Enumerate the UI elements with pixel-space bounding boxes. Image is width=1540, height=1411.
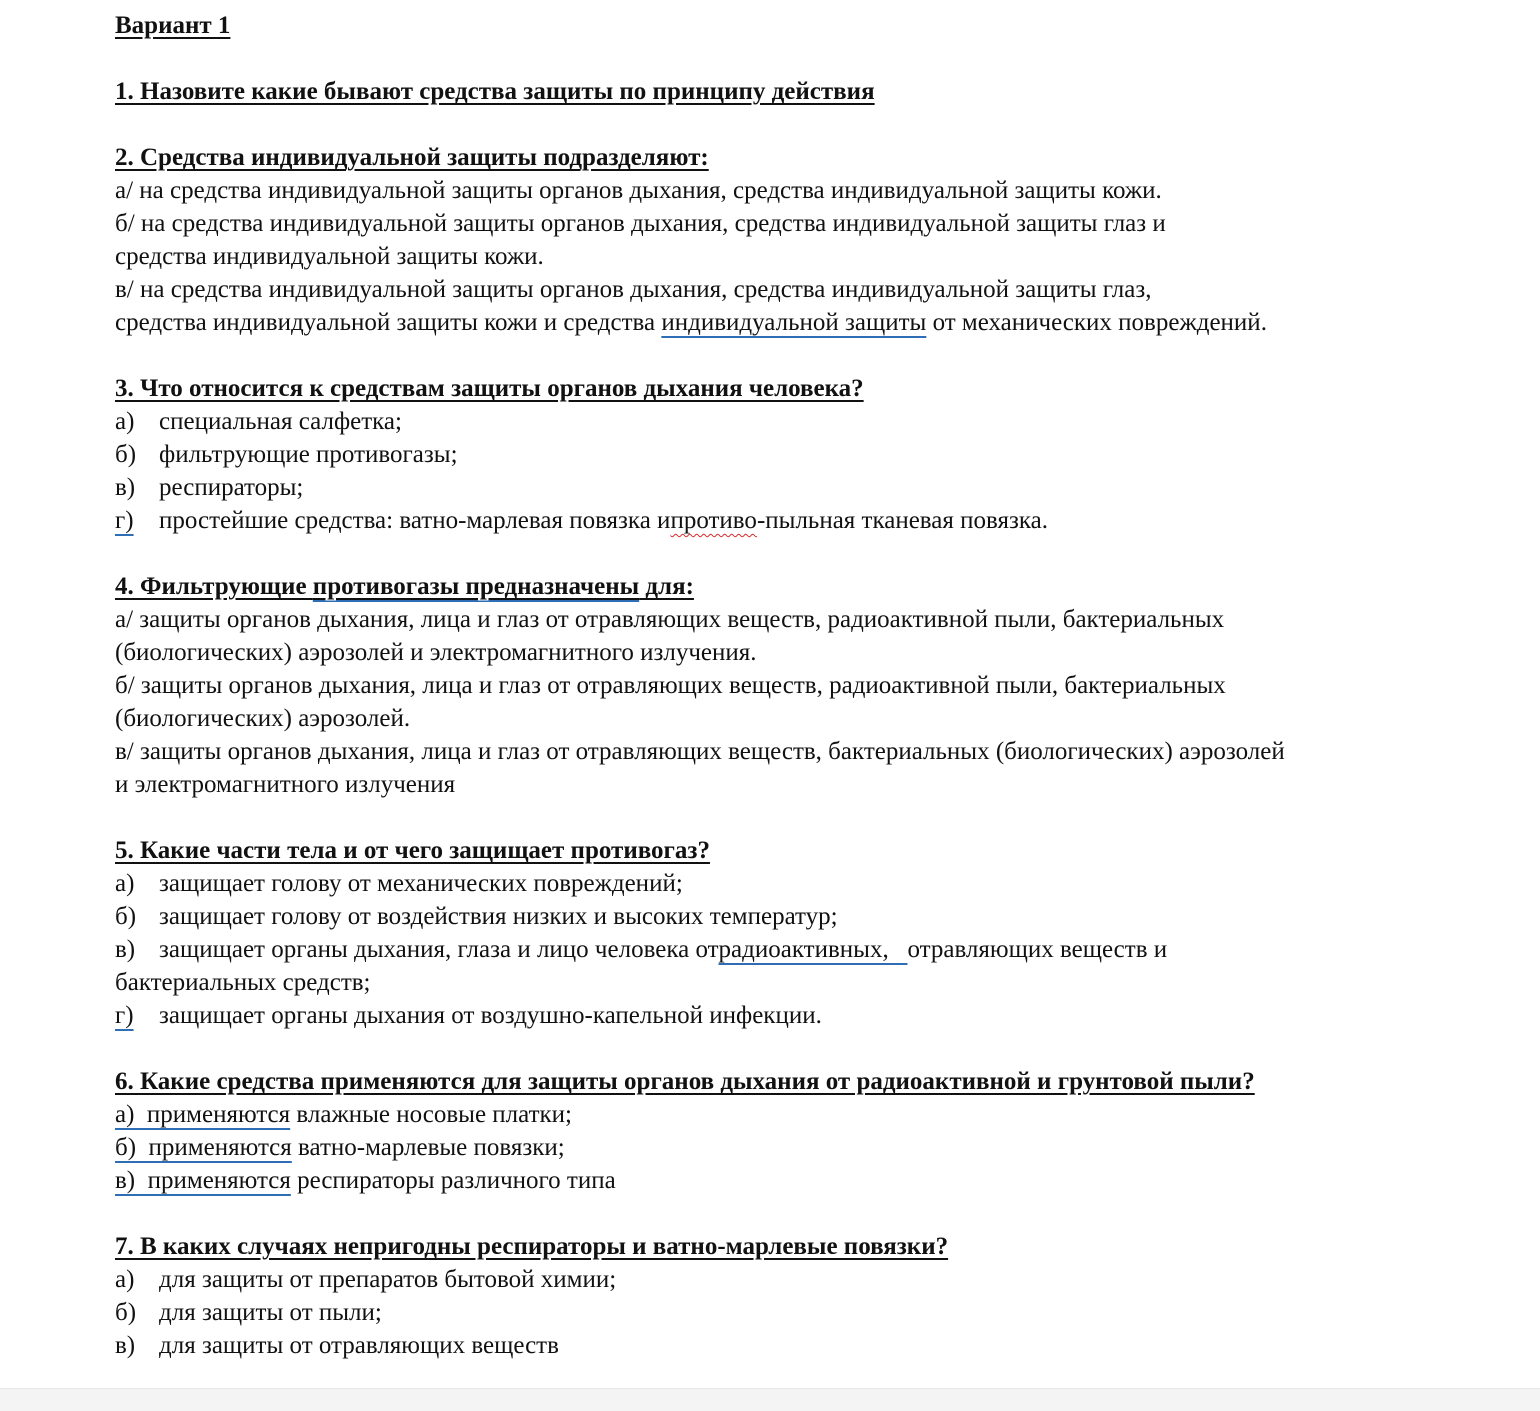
q2-option-v-line1: в/ на средства индивидуальной защиты органов дыхания, средства индивидуальной защиты глаз, [115, 276, 1152, 303]
option-text-post: -пыльная тканевая повязка. [756, 507, 1048, 534]
q3-option-b [115, 438, 1515, 471]
option-text: защищает голову от воздействия низких и высоких температур; [159, 903, 838, 930]
q2-option-a: а/ на средства индивидуальной защиты органов дыхания, средства индивидуальной защиты кожи. [115, 177, 1162, 204]
q4-option-b-line1: б/ защиты органов дыхания, лица и глаз от отравляющих веществ, радиоактивной пыли, бактериальных [115, 672, 1226, 699]
option-text: защищает голову от механических повреждений; [159, 870, 683, 897]
q3-option-v [115, 471, 1515, 504]
option-text: респираторы различного типа [290, 1167, 616, 1194]
option-marker: а) [115, 408, 135, 435]
option-text-pre: защищает органы дыхания, глаза и лицо человека от [159, 936, 719, 963]
q6-option-v [115, 1164, 1515, 1197]
q2-option-b-line2: средства индивидуальной защиты кожи. [115, 243, 544, 270]
q4-option-v-line2: и электромагнитного излучения [115, 771, 456, 798]
document-title: Вариант 1 [115, 12, 231, 39]
spacer [115, 537, 1515, 570]
grammar-mark: б) применяются [115, 1134, 292, 1161]
q2-option-b-line1: б/ на средства индивидуальной защиты органов дыхания, средства индивидуальной защиты глаз и [115, 210, 1166, 237]
spelling-mark: противо [670, 507, 757, 534]
q6-option-b [115, 1131, 1515, 1164]
q4-option-a-line2: (биологических) аэрозолей и электромагнитного излучения. [115, 639, 757, 666]
q4-option-v-line1: в/ защиты органов дыхания, лица и глаз от отравляющих веществ, бактериальных (биологических) аэрозолей [115, 738, 1285, 765]
question-7: 7. В каких случаях непригодны респираторы и ватно-марлевые повязки? [115, 1233, 949, 1260]
spacer [115, 339, 1515, 372]
grammar-mark: а) применяются [115, 1101, 291, 1128]
option-text: фильтрующие противогазы; [159, 441, 458, 468]
question-4 [115, 570, 1515, 603]
option-marker: б) [115, 903, 137, 930]
q5-option-v-line2: бактериальных средств; [115, 969, 371, 996]
option-text-post: отравляющих веществ и [907, 936, 1168, 963]
q2-v-text-pre: средства индивидуальной защиты кожи и средства [115, 309, 662, 336]
option-marker: б) [115, 1299, 137, 1326]
option-text: для защиты от препаратов бытовой химии; [159, 1266, 617, 1293]
document-page [115, 9, 1515, 1362]
page-bottom-bar [0, 1388, 1540, 1411]
q7-option-v [115, 1329, 1515, 1362]
q5-option-g [115, 999, 1515, 1032]
option-text: ватно-марлевые повязки; [291, 1134, 565, 1161]
option-marker: в) [115, 1332, 136, 1359]
grammar-mark: противогазы предназначены [312, 573, 640, 600]
option-marker: в) [115, 936, 136, 963]
grammar-mark: индивидуальной защиты [661, 309, 927, 336]
q4-option-a-line1: а/ защиты органов дыхания, лица и глаз от отравляющих веществ, радиоактивной пыли, бактериальных [115, 606, 1225, 633]
option-text: влажные носовые платки; [290, 1101, 572, 1128]
option-text: специальная салфетка; [159, 408, 402, 435]
q6-option-a [115, 1098, 1515, 1131]
question-6: 6. Какие средства применяются для защиты органов дыхания от радиоактивной и грунтовой пыли? [115, 1068, 1255, 1095]
q2-v-text-post: от механических повреждений. [926, 309, 1267, 336]
option-text: для защиты от отравляющих веществ [159, 1332, 559, 1359]
q5-option-a [115, 867, 1515, 900]
q7-option-a [115, 1263, 1515, 1296]
option-marker: г) [115, 1002, 134, 1029]
q3-option-a [115, 405, 1515, 438]
spacer [115, 42, 1515, 75]
option-marker: в) [115, 474, 136, 501]
q2-option-v-line2 [115, 306, 1515, 339]
grammar-mark: радиоактивных, [718, 936, 908, 963]
option-text: респираторы; [159, 474, 304, 501]
spacer [115, 108, 1515, 141]
q3-option-g [115, 504, 1515, 537]
question-1: 1. Назовите какие бывают средства защиты по принципу действия [115, 78, 875, 105]
q4-text-pre: 4. Фильтрующие [115, 573, 313, 600]
option-marker: б) [115, 441, 137, 468]
q7-option-b [115, 1296, 1515, 1329]
spacer [115, 1197, 1515, 1230]
option-marker: г) [115, 507, 134, 534]
option-text: для защиты от пыли; [159, 1299, 382, 1326]
q5-option-v [115, 933, 1515, 966]
option-text: защищает органы дыхания от воздушно-капельной инфекции. [159, 1002, 822, 1029]
question-5: 5. Какие части тела и от чего защищает противогаз? [115, 837, 710, 864]
option-marker: а) [115, 1266, 135, 1293]
question-3: 3. Что относится к средствам защиты органов дыхания человека? [115, 375, 864, 402]
option-text-pre: простейшие средства: ватно-марлевая повязка и [159, 507, 671, 534]
q5-option-b [115, 900, 1515, 933]
spacer [115, 1032, 1515, 1065]
q4-option-b-line2: (биологических) аэрозолей. [115, 705, 411, 732]
q4-text-post: для: [639, 573, 694, 600]
grammar-mark: в) применяются [115, 1167, 291, 1194]
question-2: 2. Средства индивидуальной защиты подразделяют: [115, 144, 709, 171]
spacer [115, 801, 1515, 834]
option-marker: а) [115, 870, 135, 897]
